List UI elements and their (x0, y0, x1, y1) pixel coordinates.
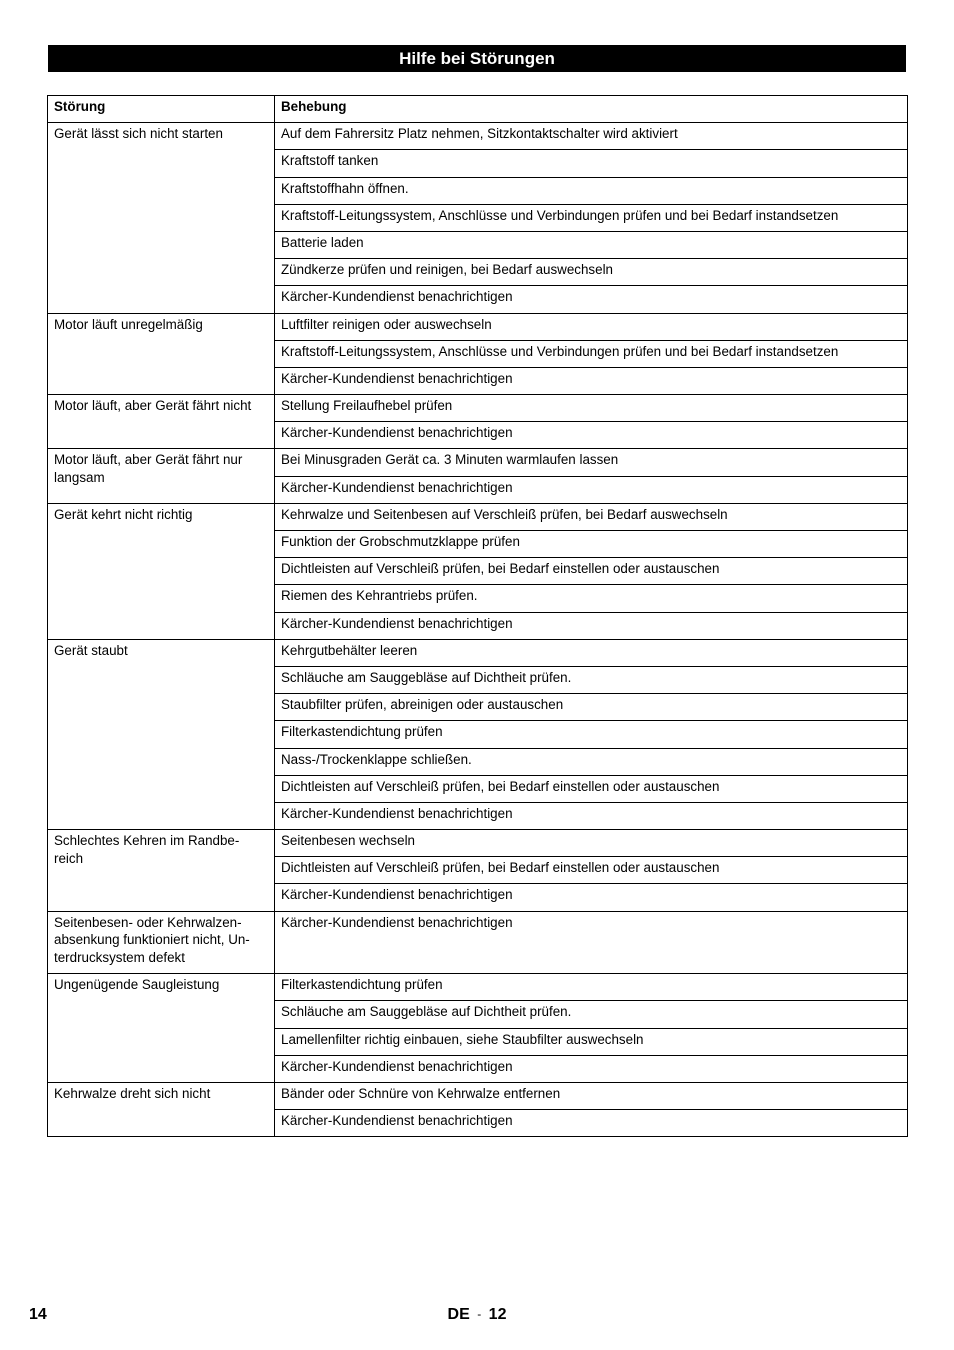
remedy-cell: Kärcher-Kundendienst benachrichtigen (275, 476, 908, 503)
fault-cell (48, 449, 275, 503)
remedy-cell: Nass-/Trockenklappe schließen. (275, 748, 908, 775)
fault-text: Schlechtes Kehren im Randbe-reich (54, 833, 240, 866)
language-page-separator: - (477, 1307, 482, 1321)
fault-text: Gerät lässt sich nicht starten (54, 126, 223, 142)
remedy-cell: Funktion der Grobschmutzklappe prüfen (275, 531, 908, 558)
language-page-number: 12 (488, 1306, 507, 1323)
remedy-cell: Bei Minusgraden Gerät ca. 3 Minuten warmlaufen lassen (275, 449, 908, 476)
remedy-cell: Dichtleisten auf Verschleiß prüfen, bei Bedarf einstellen oder austauschen (275, 558, 908, 585)
column-header-remedy: Behebung (275, 96, 908, 123)
fault-text: Motor läuft unregelmäßig (54, 316, 203, 332)
remedy-cell: Kärcher-Kundendienst benachrichtigen (275, 1055, 908, 1082)
fault-cell (48, 313, 275, 395)
remedy-cell: Zündkerze prüfen und reinigen, bei Bedarf auswechseln (275, 259, 908, 286)
table-row (48, 503, 908, 530)
page-title: Hilfe bei Störungen (48, 45, 906, 72)
language-page-code (0, 1306, 954, 1324)
table-row (48, 974, 908, 1001)
remedy-cell: Kraftstoff-Leitungssystem, Anschlüsse und Verbindungen prüfen und bei Bedarf instandsetzen (275, 340, 908, 367)
table-row (48, 830, 908, 857)
remedy-cell: Kraftstoffhahn öffnen. (275, 177, 908, 204)
language-code: DE (447, 1306, 470, 1323)
remedy-cell: Filterkastendichtung prüfen (275, 721, 908, 748)
table-body (48, 123, 908, 1137)
fault-text: Gerät staubt (54, 642, 128, 658)
table-row (48, 639, 908, 666)
table-row (48, 395, 908, 422)
fault-cell (48, 830, 275, 912)
remedy-cell: Kehrgutbehälter leeren (275, 639, 908, 666)
remedy-cell: Dichtleisten auf Verschleiß prüfen, bei Bedarf einstellen oder austauschen (275, 857, 908, 884)
remedy-cell: Dichtleisten auf Verschleiß prüfen, bei Bedarf einstellen oder austauschen (275, 775, 908, 802)
remedy-cell: Bänder oder Schnüre von Kehrwalze entfernen (275, 1082, 908, 1109)
fault-text: Ungenügende Saugleistung (54, 977, 220, 993)
remedy-cell: Batterie laden (275, 231, 908, 258)
remedy-cell: Filterkastendichtung prüfen (275, 974, 908, 1001)
remedy-cell: Seitenbesen wechseln (275, 830, 908, 857)
remedy-cell: Schläuche am Sauggebläse auf Dichtheit prüfen. (275, 1001, 908, 1028)
fault-text: Gerät kehrt nicht richtig (54, 506, 193, 522)
fault-text: Kehrwalze dreht sich nicht (54, 1085, 211, 1101)
remedy-cell: Staubfilter prüfen, abreinigen oder austauschen (275, 694, 908, 721)
fault-text: Seitenbesen- oder Kehrwalzen-absenkung funktioniert nicht, Un-terdrucksystem defekt (54, 914, 250, 965)
remedy-cell: Kärcher-Kundendienst benachrichtigen (275, 422, 908, 449)
remedy-cell: Kärcher-Kundendienst benachrichtigen (275, 1110, 908, 1137)
table-row (48, 123, 908, 150)
remedy-cell: Stellung Freilaufhebel prüfen (275, 395, 908, 422)
fault-cell (48, 123, 275, 313)
fault-cell (48, 974, 275, 1083)
remedy-cell: Riemen des Kehrantriebs prüfen. (275, 585, 908, 612)
table-row (48, 1082, 908, 1109)
remedy-cell: Kärcher-Kundendienst benachrichtigen (275, 367, 908, 394)
remedy-cell: Kärcher-Kundendienst benachrichtigen (275, 612, 908, 639)
remedy-cell: Kraftstoff-Leitungssystem, Anschlüsse und Verbindungen prüfen und bei Bedarf instandsetzen (275, 204, 908, 231)
fault-cell (48, 395, 275, 449)
table-row (48, 449, 908, 476)
page-number: 14 (29, 1306, 47, 1323)
remedy-cell: Luftfilter reinigen oder auswechseln (275, 313, 908, 340)
remedy-cell: Kärcher-Kundendienst benachrichtigen (275, 286, 908, 313)
remedy-cell: Kehrwalze und Seitenbesen auf Verschleiß prüfen, bei Bedarf auswechseln (275, 503, 908, 530)
remedy-cell: Kraftstoff tanken (275, 150, 908, 177)
table-header-row (48, 96, 908, 123)
remedy-cell: Kärcher-Kundendienst benachrichtigen (275, 911, 908, 974)
remedy-cell: Kärcher-Kundendienst benachrichtigen (275, 802, 908, 829)
fault-cell (48, 639, 275, 829)
fault-text: Motor läuft, aber Gerät fährt nur langsam (54, 452, 243, 485)
remedy-cell: Schläuche am Sauggebläse auf Dichtheit prüfen. (275, 666, 908, 693)
remedy-cell: Kärcher-Kundendienst benachrichtigen (275, 884, 908, 911)
column-header-fault: Störung (48, 96, 275, 123)
remedy-cell: Lamellenfilter richtig einbauen, siehe Staubfilter auswechseln (275, 1028, 908, 1055)
fault-cell (48, 1082, 275, 1136)
troubleshooting-table (47, 95, 908, 1137)
table-row (48, 911, 908, 974)
remedy-cell: Auf dem Fahrersitz Platz nehmen, Sitzkontaktschalter wird aktiviert (275, 123, 908, 150)
fault-cell (48, 503, 275, 639)
fault-cell (48, 911, 275, 974)
table-row (48, 313, 908, 340)
fault-text: Motor läuft, aber Gerät fährt nicht (54, 398, 252, 414)
